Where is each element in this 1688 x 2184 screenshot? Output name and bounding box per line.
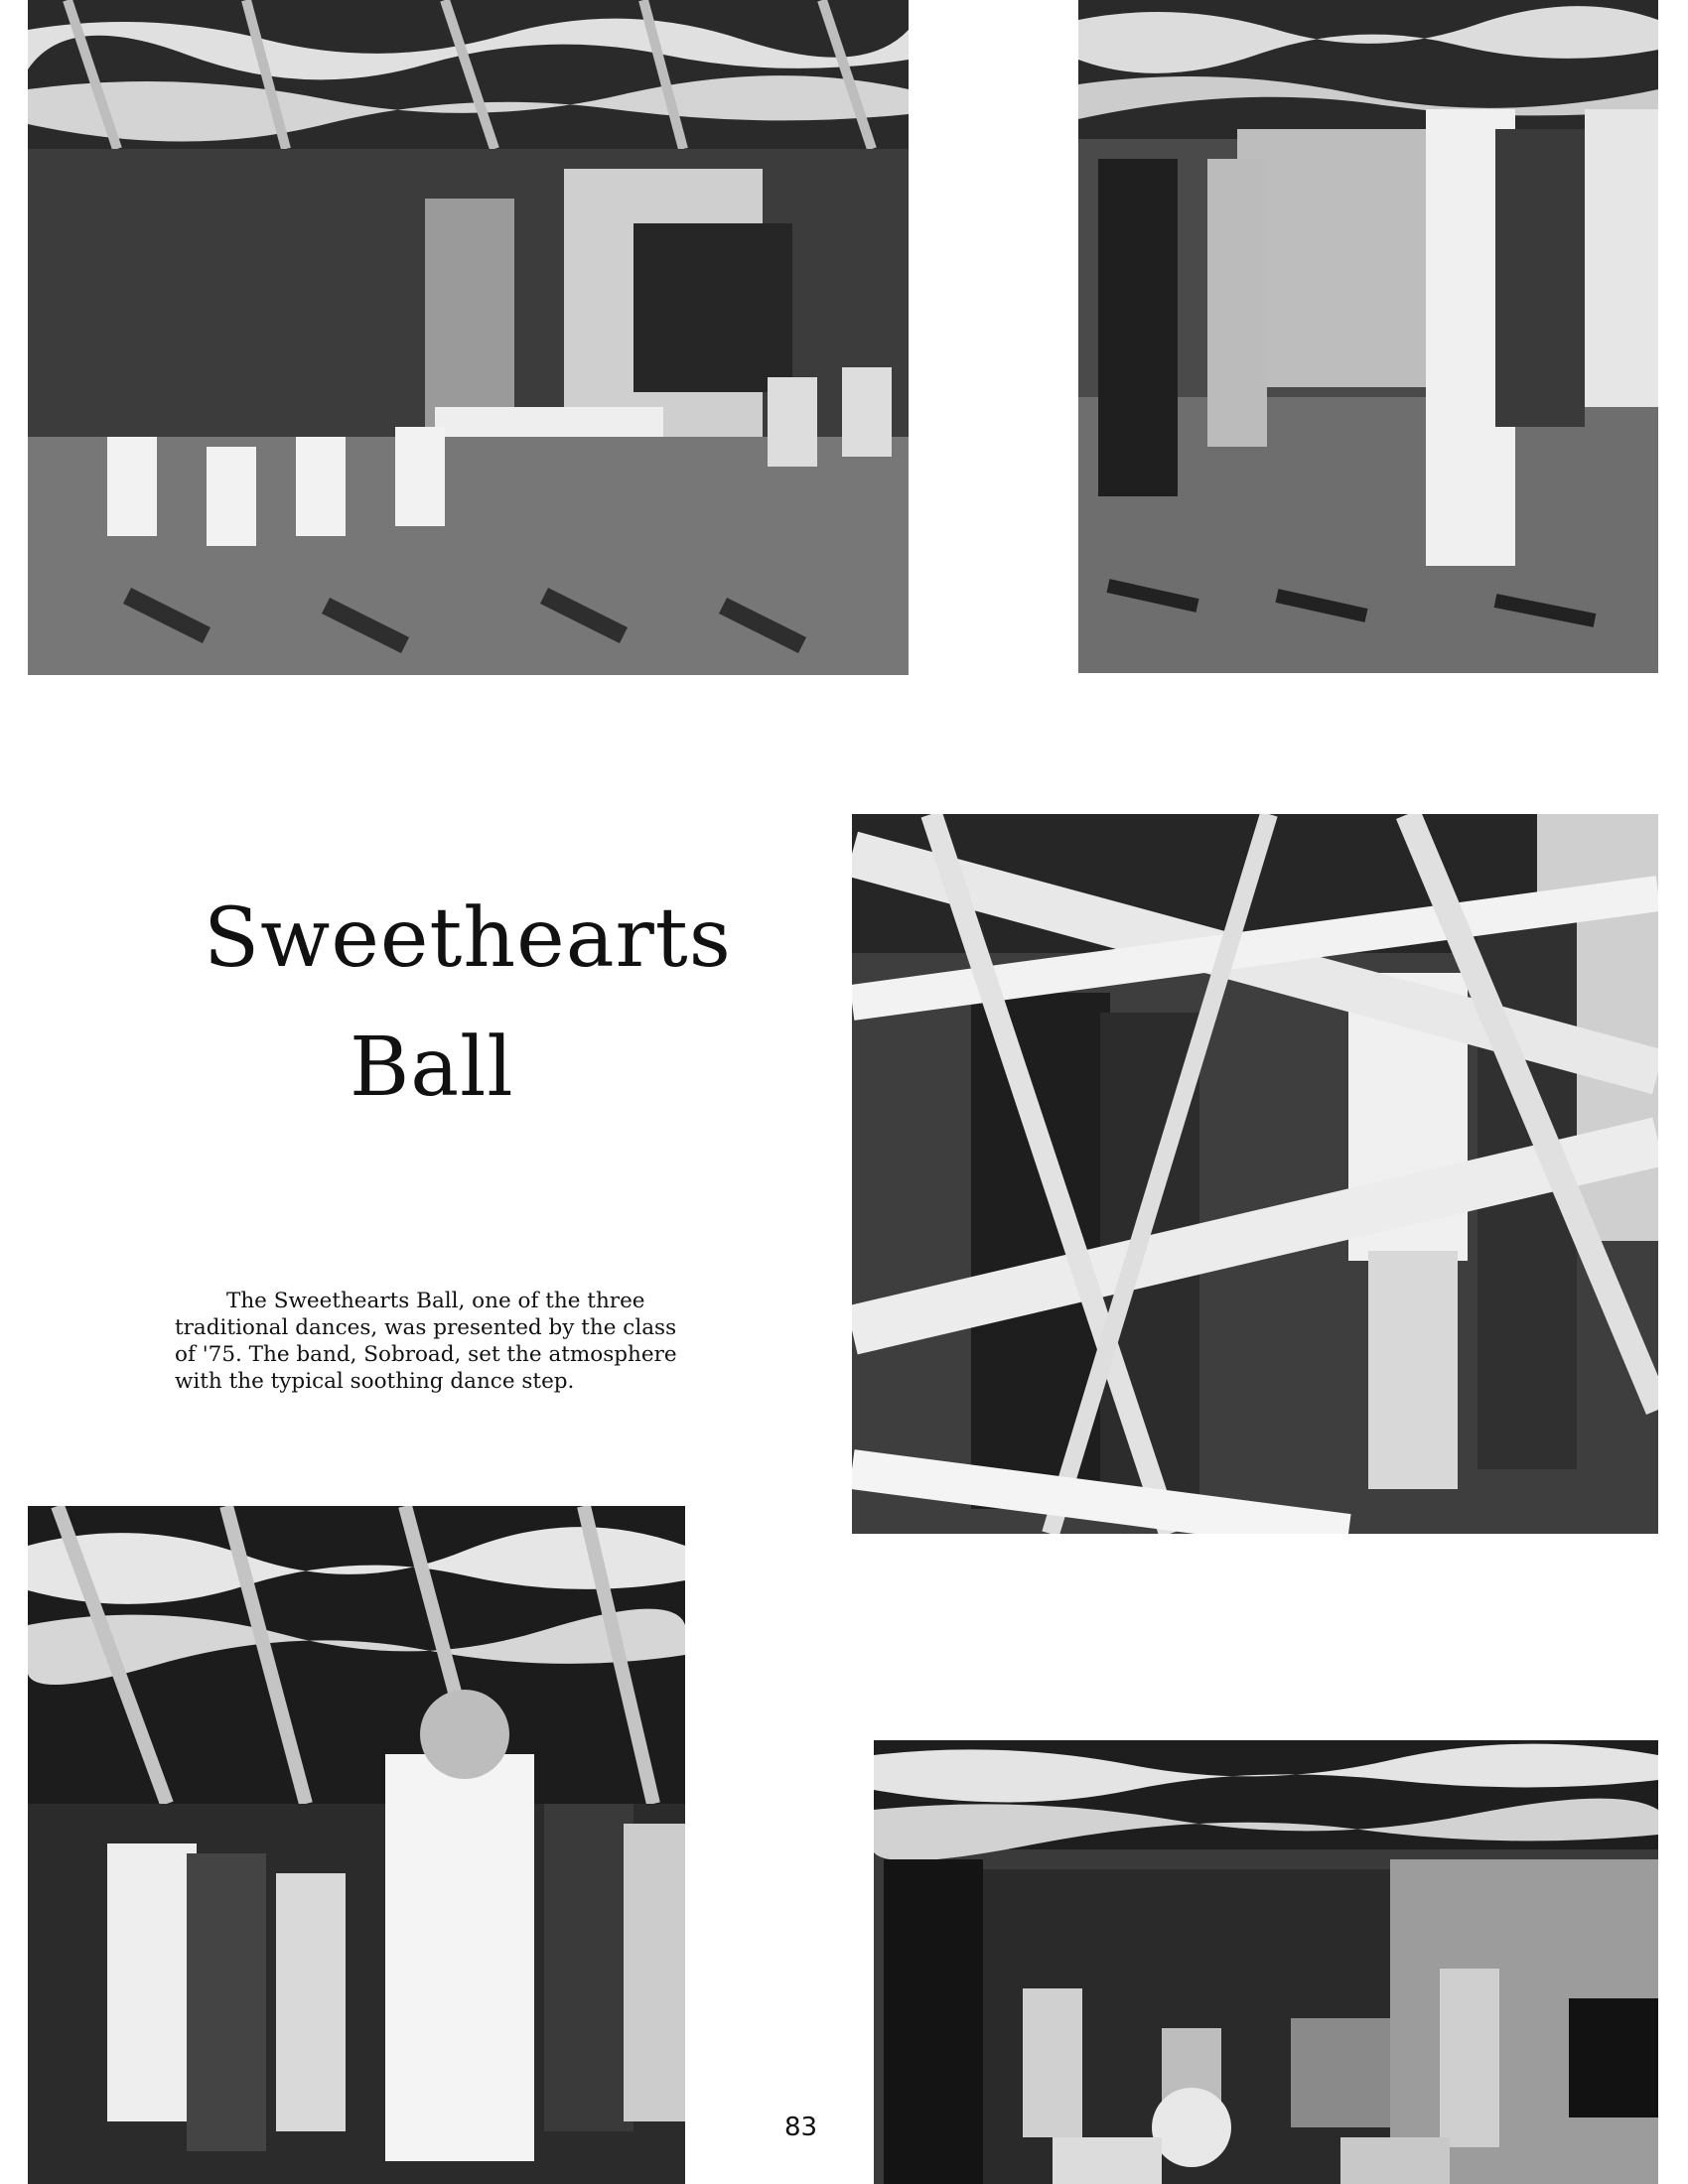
page-title-line-1: Sweethearts	[204, 891, 732, 986]
photo-couples-dancing	[28, 1506, 685, 2184]
photo-streamers-dancers	[852, 814, 1658, 1534]
photo-couples-dancing-graphic	[28, 1506, 685, 2184]
page-number: 83	[784, 2113, 818, 2142]
photo-band-stage-right	[874, 1740, 1658, 2184]
photo-band-stage-left-graphic	[28, 0, 909, 675]
photo-band-stage-left	[28, 0, 909, 675]
photo-dancers-top-right	[1078, 0, 1658, 673]
photo-streamers-dancers-graphic	[852, 814, 1658, 1534]
page-title-line-2: Ball	[350, 1021, 514, 1115]
photo-band-stage-right-graphic	[874, 1740, 1658, 2184]
caption-text	[175, 1288, 691, 1395]
caption-paragraph: The Sweethearts Ball, one of the three traditional dances, was presented by the class of '75. The band, Sobroad, set the atmosphere with the typical soothing dance step.	[175, 1289, 677, 1394]
photo-dancers-top-right-graphic	[1078, 0, 1658, 673]
